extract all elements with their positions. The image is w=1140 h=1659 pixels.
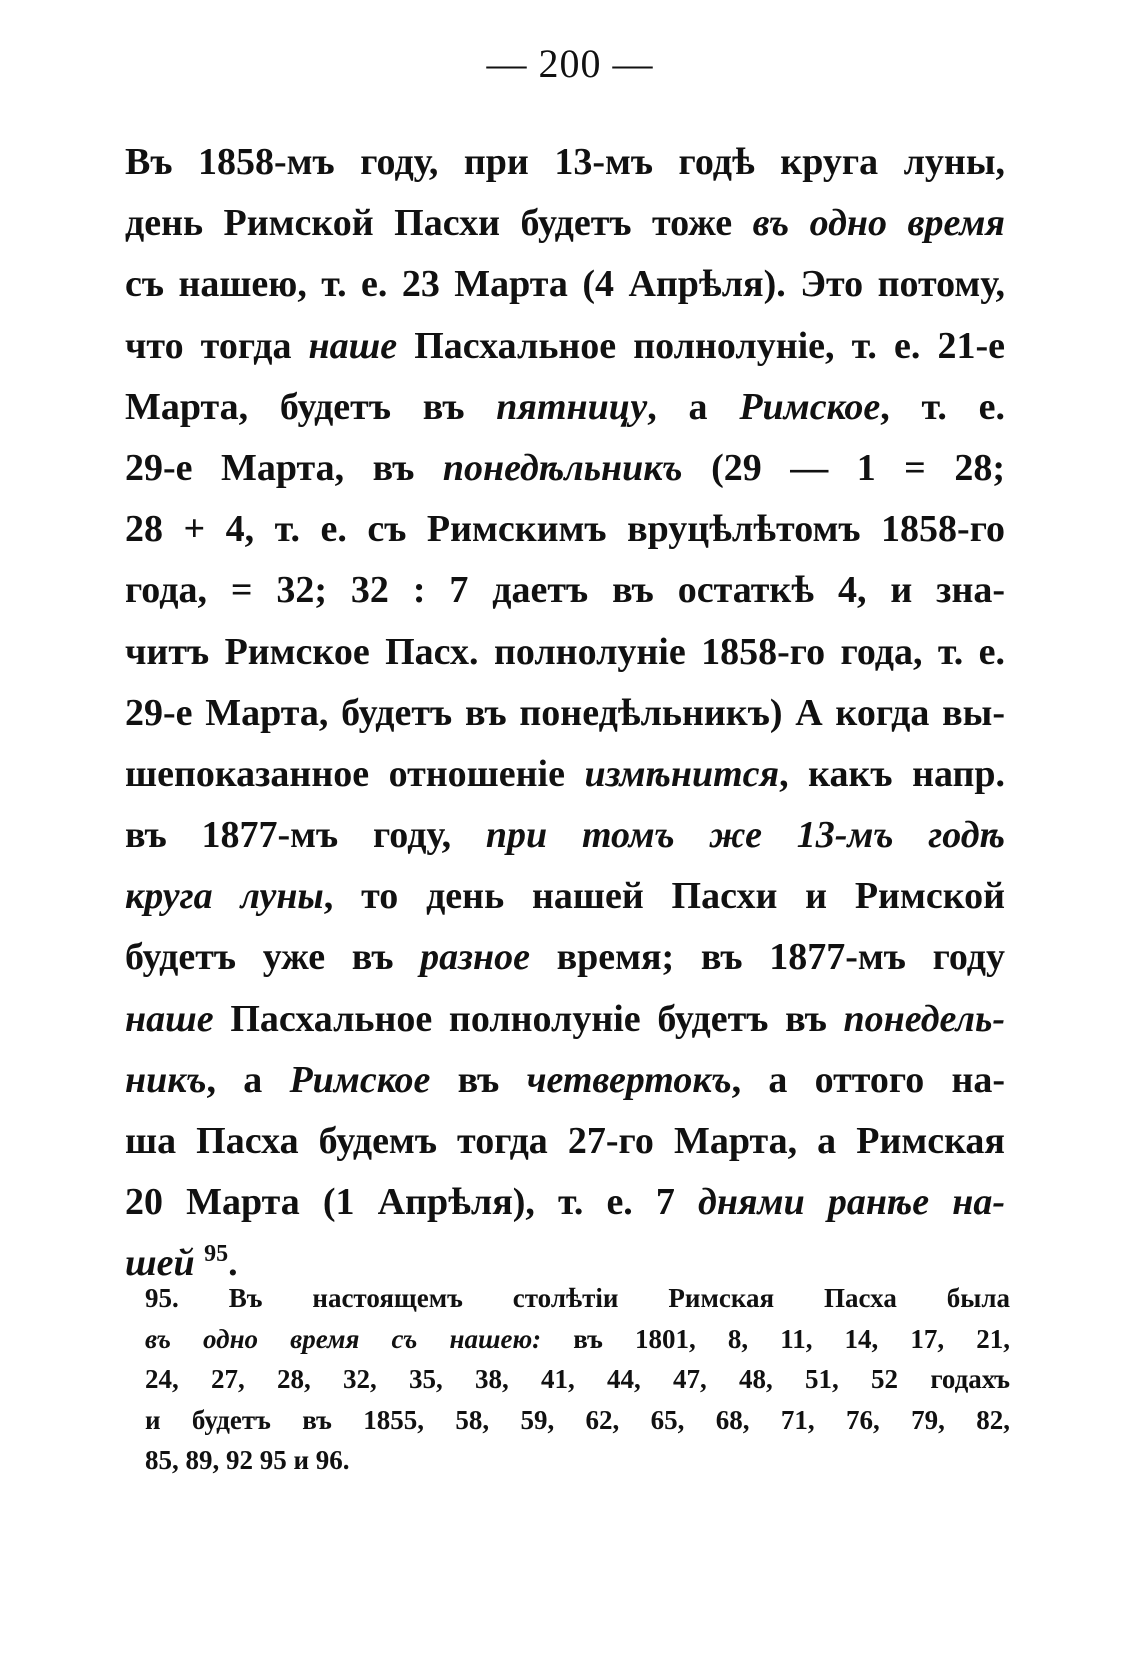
- text-segment: ша Пасха будемъ тогда 27-го Марта, а Римская: [125, 1120, 1005, 1162]
- italic-text: при томъ же 13-мъ годѣ: [485, 814, 1005, 857]
- italic-text: Римское: [289, 1058, 431, 1101]
- footnote-reference: 95: [204, 1241, 229, 1268]
- italic-text: измѣнится: [584, 752, 780, 795]
- text-segment: будетъ уже въ: [125, 936, 421, 979]
- italic-text: наше: [125, 997, 214, 1040]
- text-segment: читъ Римское Пасх. полнолуніе 1858-го года, т. е.: [125, 630, 1005, 673]
- text-segment: 20 Марта (1 Апрѣля), т. е. 7: [125, 1181, 699, 1224]
- text-segment: и будетъ въ 1855, 58, 59, 62, 65, 68, 71, 76, 79, 82,: [145, 1404, 1010, 1435]
- text-segment: , а: [647, 385, 740, 428]
- text-line: [125, 866, 1005, 927]
- text-line: [125, 989, 1005, 1050]
- text-segment: .: [228, 1242, 238, 1285]
- text-line: [125, 193, 1005, 254]
- footnote-line: [145, 1319, 1010, 1360]
- italic-text: круга луны: [125, 875, 324, 918]
- text-segment: 29-е Марта, въ: [125, 446, 443, 489]
- footnote-line: [145, 1400, 1010, 1441]
- main-text: [125, 132, 1005, 1295]
- italic-text: шей: [125, 1242, 195, 1285]
- italic-text: днями ранѣе на-: [698, 1181, 1005, 1224]
- italic-text: въ одно время: [752, 202, 1006, 245]
- text-line: [125, 377, 1005, 438]
- text-line: [125, 316, 1005, 377]
- text-segment: Въ 1858-мъ году, при 13-мъ годѣ круга луны,: [125, 141, 1005, 183]
- italic-text: понедѣльникъ: [442, 446, 683, 489]
- italic-text: въ одно время съ нашею:: [145, 1323, 542, 1354]
- text-segment: съ нашею, т. е. 23 Марта (4 Апрѣля). Это потому,: [125, 263, 1005, 306]
- text-segment: 95. Въ настоящемъ столѣтіи Римская Пасха была: [145, 1283, 1010, 1313]
- text-segment: (29 — 1 = 28;: [682, 446, 1005, 489]
- italic-text: никъ: [125, 1058, 207, 1101]
- text-line: [125, 438, 1005, 499]
- page-number: — 200 —: [486, 41, 654, 86]
- text-segment: 24, 27, 28, 32, 35, 38, 41, 44, 47, 48, 51, 52 годахъ: [145, 1364, 1010, 1394]
- text-segment: , то день нашей Пасхи и Римской: [323, 875, 1005, 918]
- text-line: [125, 1050, 1005, 1111]
- footnote: [145, 1278, 1010, 1481]
- text-line: [125, 499, 1005, 560]
- text-segment: время; въ 1877-мъ году: [529, 936, 1006, 979]
- italic-text: пятницу: [496, 385, 648, 428]
- italic-text: разное: [420, 936, 530, 979]
- text-line: [125, 1172, 1005, 1233]
- text-segment: въ 1801, 8, 11, 14, 17, 21,: [541, 1323, 1010, 1354]
- text-line: [125, 254, 1005, 315]
- italic-text: четвертокъ: [526, 1058, 732, 1101]
- text-segment: года, = 32; 32 : 7 даетъ въ остаткѣ 4, и зна-: [125, 569, 1005, 612]
- text-line: [125, 132, 1005, 193]
- text-segment: , какъ напр.: [779, 752, 1005, 795]
- text-segment: Пасхальное полнолуніе будетъ въ: [213, 997, 844, 1040]
- text-segment: , а оттого на-: [731, 1058, 1005, 1101]
- text-segment: Пасхальное полнолуніе, т. е. 21-е: [397, 324, 1005, 367]
- text-line: [125, 1111, 1005, 1172]
- text-segment: въ 1877-мъ году,: [125, 814, 486, 857]
- italic-text: наше: [308, 324, 398, 367]
- text-line: [125, 683, 1005, 744]
- text-line: [125, 744, 1005, 805]
- text-line: [125, 805, 1005, 866]
- text-segment: 29-е Марта, будетъ въ понедѣльникъ) А когда вы-: [125, 691, 1005, 734]
- footnote-line: [145, 1278, 1010, 1319]
- text-line: [125, 622, 1005, 683]
- text-segment: шепоказанное отношеніе: [125, 752, 585, 795]
- italic-text: понедель-: [843, 997, 1005, 1040]
- italic-text: Римское: [739, 385, 881, 428]
- text-segment: , т. е.: [880, 385, 1005, 428]
- text-segment: 28 + 4, т. е. съ Римскимъ вруцѣлѣтомъ 1858-го: [125, 508, 1005, 551]
- text-segment: въ: [430, 1058, 527, 1101]
- text-segment: день Римской Пасхи будетъ тоже: [125, 202, 753, 245]
- text-segment: , а: [206, 1058, 290, 1101]
- text-segment: что тогда: [125, 324, 309, 367]
- text-line: [125, 927, 1005, 988]
- text-segment: 85, 89, 92 95 и 96.: [145, 1445, 350, 1475]
- text-segment: Марта, будетъ въ: [125, 385, 497, 428]
- text-line: [125, 560, 1005, 621]
- footnote-line: [145, 1359, 1010, 1400]
- footnote-line: [145, 1440, 1010, 1481]
